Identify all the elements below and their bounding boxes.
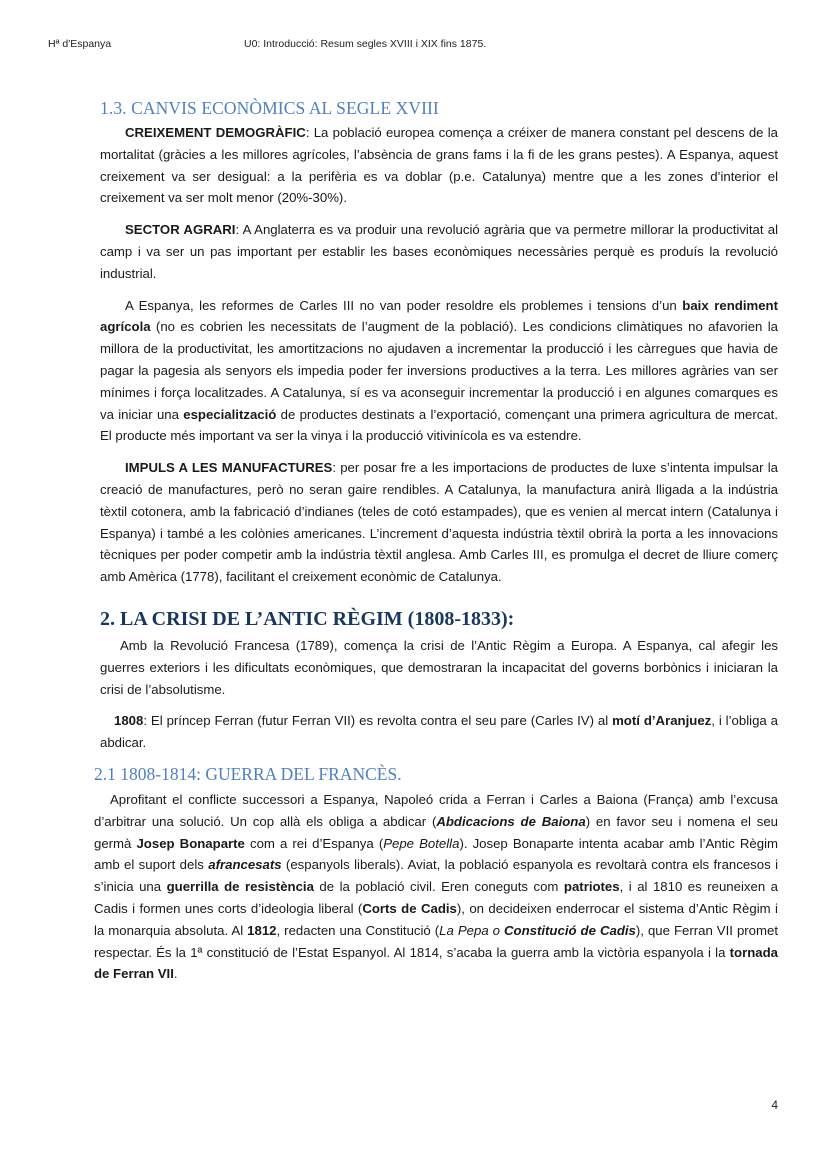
text-war-20: ), que Ferran VII promet respectar. És la 1ª constitució de l’Estat Espanyol. Al 1814, s’acaba la guerra amb la victòria espanyola i la: [94, 922, 778, 960]
text-war-22: .: [173, 966, 178, 982]
header-unit-title: U0: Introducció: Resum segles XVIII i XIX fins 1875.: [244, 38, 487, 50]
section-2-1-heading: 2.1 1808-1814: GUERRA DEL FRANCÈS.: [94, 763, 402, 784]
text-war-11: de la població civil. Eren coneguts com: [313, 879, 564, 895]
term-bayonne-abdications: Abdicacions de Baiona: [436, 813, 586, 829]
term-return-ferdinand: tornada de Ferran VII: [94, 944, 778, 982]
term-cadiz-courts: Corts de Cadis: [362, 900, 457, 916]
text-war-15: ), on decideixen enderrocar el sistema d’Antic Règim i la monarquia absoluta. Al: [94, 900, 778, 938]
page-number: 4: [771, 1098, 778, 1112]
page-content: [94, 98, 779, 999]
text-war-3: ) en favor seu i nomena el seu germà: [94, 813, 778, 851]
paragraph-1808: [100, 710, 778, 754]
term-la-pepa: La Pepa o: [439, 922, 505, 938]
term-low-yield: baix rendiment agrícola: [100, 297, 778, 335]
year-1808: 1808: [114, 713, 144, 729]
term-pepe-botella: Pepe Botella: [383, 835, 460, 851]
text-1808-a: : El príncep Ferran (futur Ferran VII) es revolta contra el seu pare (Carles IV) al: [143, 713, 613, 729]
label-manufactures: IMPULS A LES MANUFACTURES: [125, 460, 333, 476]
paragraph-spain-agriculture: [100, 295, 778, 448]
paragraph-agrarian-sector: [100, 219, 778, 284]
text-war-9: (espanyols liberals). Aviat, la població espanyola es revoltarà contra els francesos i s’inicia una: [94, 857, 778, 895]
text-spain-agriculture-c: (no es cobrien les necessitats de l’augment de la població). Les condicions climàtiques no afavorien la millora de la productivitat, les amortitzacions no ajudaven a incrementar la producció i les càrregues que havia de pagar la pagesia als senyors els impedia poder fer inversions productives a la terra. Les millores agràries van ser mínimes i força localitzades. A Catalunya, sí es va aconseguir incrementar la producció i en algunes comarques es va iniciar una: [100, 319, 778, 422]
text-demographic-growth: : La població europea comença a créixer de manera constant pel descens de la mortalitat (gràcies a les millores agrícoles, l’absència de grans fams i la fi de les grans pestes). A Espanya, aquest creixement va ser desigual: a la perifèria es va doblar (p.e. Catalunya) mentre que a les zones d’interior el creixement va ser molt menor (20%-30%).: [100, 125, 778, 206]
term-afrancesats: afrancesats: [208, 857, 282, 873]
text-1808-c: , i l’obliga a abdicar.: [100, 713, 778, 751]
paragraph-french-war: [94, 789, 778, 985]
text-war-13: , i al 1810 es reuneixen a Cadis i formen unes corts d’ideologia liberal (: [94, 879, 778, 916]
section-1-3-heading: 1.3. CANVIS ECONÒMICS AL SEGLE XVIII: [100, 98, 439, 118]
text-spain-agriculture-a: A Espanya, les reformes de Carles III no van poder resoldre els problemes i tensions d’un: [125, 297, 683, 313]
text-war-7: ). Josep Bonaparte intenta acabar amb l’Antic Règim amb el suport dels: [94, 835, 779, 873]
paragraph-demographic-growth: [100, 122, 778, 209]
text-agrarian-sector: : A Anglaterra es va produir una revolució agrària que va permetre millorar la productivitat al camp i va ser un pas important per establir les bases econòmiques necessàries perquè es produís la revolució industrial.: [100, 222, 778, 281]
section-2-heading: 2. LA CRISI DE L’ANTIC RÈGIM (1808-1833):: [100, 607, 515, 630]
paragraph-manufactures: [100, 457, 778, 588]
term-specialization: especialització: [183, 406, 277, 422]
term-aranjuez: motí d’Aranjuez: [612, 713, 712, 729]
label-demographic-growth: CREIXEMENT DEMOGRÀFIC: [125, 125, 306, 140]
year-1812: 1812: [247, 922, 277, 938]
term-cadiz-constitution: Constitució de Cadis: [504, 922, 636, 938]
term-patriots: patriotes: [563, 879, 620, 895]
text-war-1: Aprofitant el conflicte successori a Espanya, Napoleó crida a Ferran i Carles a Baiona (França) amb l’excusa d’arbitrar una solució. Un cop allà els obliga a abdicar (: [94, 791, 778, 829]
header-subject: Hª d'Espanya: [48, 38, 112, 50]
paragraph-crisis-intro: Amb la Revolució Francesa (1789), comença la crisi de l’Antic Règim a Europa. A Espanya, cal afegir les guerres exteriors i les dificultats econòmiques, que demostraran la incapacitat del governs borbònics i iniciaran la crisi de l’absolutisme.: [100, 637, 778, 697]
text-war-17: , redacten una Constitució (: [276, 922, 440, 938]
term-guerrilla: guerrilla de resistència: [166, 879, 314, 895]
text-manufactures: : per posar fre a les importacions de productes de luxe s’intenta impulsar la creació de manufactures, però no seran gaire rendibles. A Catalunya, la manufactura anirà lligada a la indústria tèxtil cotonera, amb la fabricació d’indianes (teles de cotó estampades), que es venien al mercat intern (Catalunya i Espanya) i també a les colònies americanes. L’increment d’aquesta indústria tèxtil obrirà la porta a les innovacions tècniques per poder competir amb la indústria tèxtil anglesa. Amb Carles III, es promulga el decret de lliure comerç amb Amèrica (1778), facilitant el creixement econòmic de Catalunya.: [100, 460, 778, 585]
text-war-5: com a rei d’Espanya (: [244, 835, 384, 851]
label-agrarian-sector: SECTOR AGRARI: [125, 222, 236, 238]
text-spain-agriculture-e: de productes destinats a l’exportació, començant una primera agricultura de mercat. El producte més important va ser la vinya i la producció vitivinícola es va estendre.: [100, 406, 778, 444]
term-joseph-bonaparte: Josep Bonaparte: [136, 835, 245, 851]
